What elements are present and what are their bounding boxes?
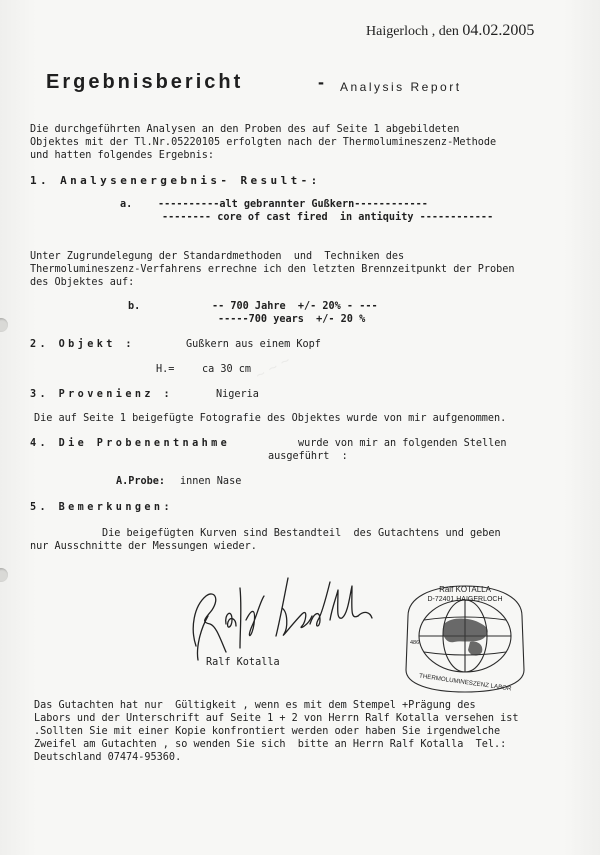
- intro-line: Die durchgeführten Analysen an den Proben des auf Seite 1 abgebildeten: [30, 124, 460, 135]
- footer-line: Deutschland 07474-95360.: [34, 752, 182, 763]
- section1-heading: 1. Analysenergebnis- Result-:: [30, 174, 321, 187]
- method-line: Unter Zugrundelegung der Standardmethoden und Techniken des: [30, 251, 405, 262]
- punch-hole: [0, 318, 8, 332]
- stamp-owner: Ralf KOTALLA: [439, 585, 491, 594]
- section3-note: Die auf Seite 1 beigefügte Fotografie des Objektes wurde von mir aufgenommen.: [34, 413, 507, 424]
- punch-hole: [0, 568, 8, 582]
- footer-line: .Sollten Sie mit einer Kopie konfrontiert werden oder haben Sie irgendwelche: [34, 726, 501, 737]
- remark-line: Die beigefügten Kurven sind Bestandteil des Gutachtens und geben: [102, 528, 501, 539]
- section4-heading: 4. Die Probenentnahme: [30, 438, 231, 449]
- footer-line: Labors und der Unterschrift auf Seite 1 + 2 von Herrn Ralf Kotalla versehen ist: [34, 713, 519, 724]
- handwritten-signature: [180, 568, 390, 668]
- method-line: Thermolumineszenz-Verfahrens errechne ich den letzten Brennzeitpunkt der Proben: [30, 264, 515, 275]
- section3-heading: 3. Provenienz :: [30, 389, 174, 400]
- section5-heading: 5. Bemerkungen:: [30, 502, 174, 513]
- remark-line: nur Ausschnitte der Messungen wieder.: [30, 541, 257, 552]
- probe-value: innen Nase: [180, 476, 242, 487]
- header-date-line: [366, 22, 534, 40]
- faint-watermark: ~ ~ ~: [252, 352, 294, 385]
- probe-label: A.Probe:: [116, 476, 166, 487]
- footer-line: Das Gutachten hat nur Gültigkeit , wenn es mit dem Stempel +Prägung des: [34, 700, 476, 711]
- section4-text: wurde von mir an folgenden Stellen: [298, 438, 507, 449]
- page-title: Ergebnisbericht: [46, 71, 244, 93]
- intro-line: Objektes mit der Tl.Nr.05220105 erfolgten nach der Thermolumineszenz-Methode: [30, 137, 497, 148]
- result-b-marker: b.: [128, 301, 141, 312]
- stamp-bottom-text: THERMOLUMINESZENZ LABOR: [418, 672, 512, 693]
- section2-heading: 2. Objekt :: [30, 339, 135, 350]
- stamp-side-number: 486: [410, 640, 420, 646]
- section1-result-de: ----------alt gebrannter Gußkern------------: [158, 199, 428, 210]
- header-place: Haigerloch , den: [366, 24, 459, 39]
- result-b-en: -----700 years +/- 20 %: [218, 314, 366, 325]
- laboratory-stamp: [400, 578, 530, 696]
- title-separator: -: [318, 72, 324, 92]
- section3-value: Nigeria: [216, 389, 259, 400]
- section2-value: Gußkern aus einem Kopf: [186, 339, 321, 350]
- page-subtitle: Analysis Report: [340, 80, 462, 94]
- section4-text: ausgeführt :: [268, 451, 348, 462]
- intro-line: und hatten folgendes Ergebnis:: [30, 150, 215, 161]
- section1-marker: a.: [120, 199, 133, 210]
- method-line: des Objektes auf:: [30, 277, 135, 288]
- height-label: H.=: [156, 364, 175, 375]
- height-value: ca 30 cm: [202, 364, 252, 375]
- section1-result-en: -------- core of cast fired in antiquity ------------: [162, 212, 494, 223]
- signature-name: Ralf Kotalla: [206, 657, 280, 668]
- result-b-de: -- 700 Jahre +/- 20% - ---: [212, 301, 378, 312]
- footer-line: Zweifel am Gutachten , so wenden Sie sich bitte an Herrn Ralf Kotalla Tel.:: [34, 739, 507, 750]
- stamp-address: D-72401 HAIGERLOCH: [427, 596, 503, 603]
- header-date: 04.02.2005: [462, 22, 535, 39]
